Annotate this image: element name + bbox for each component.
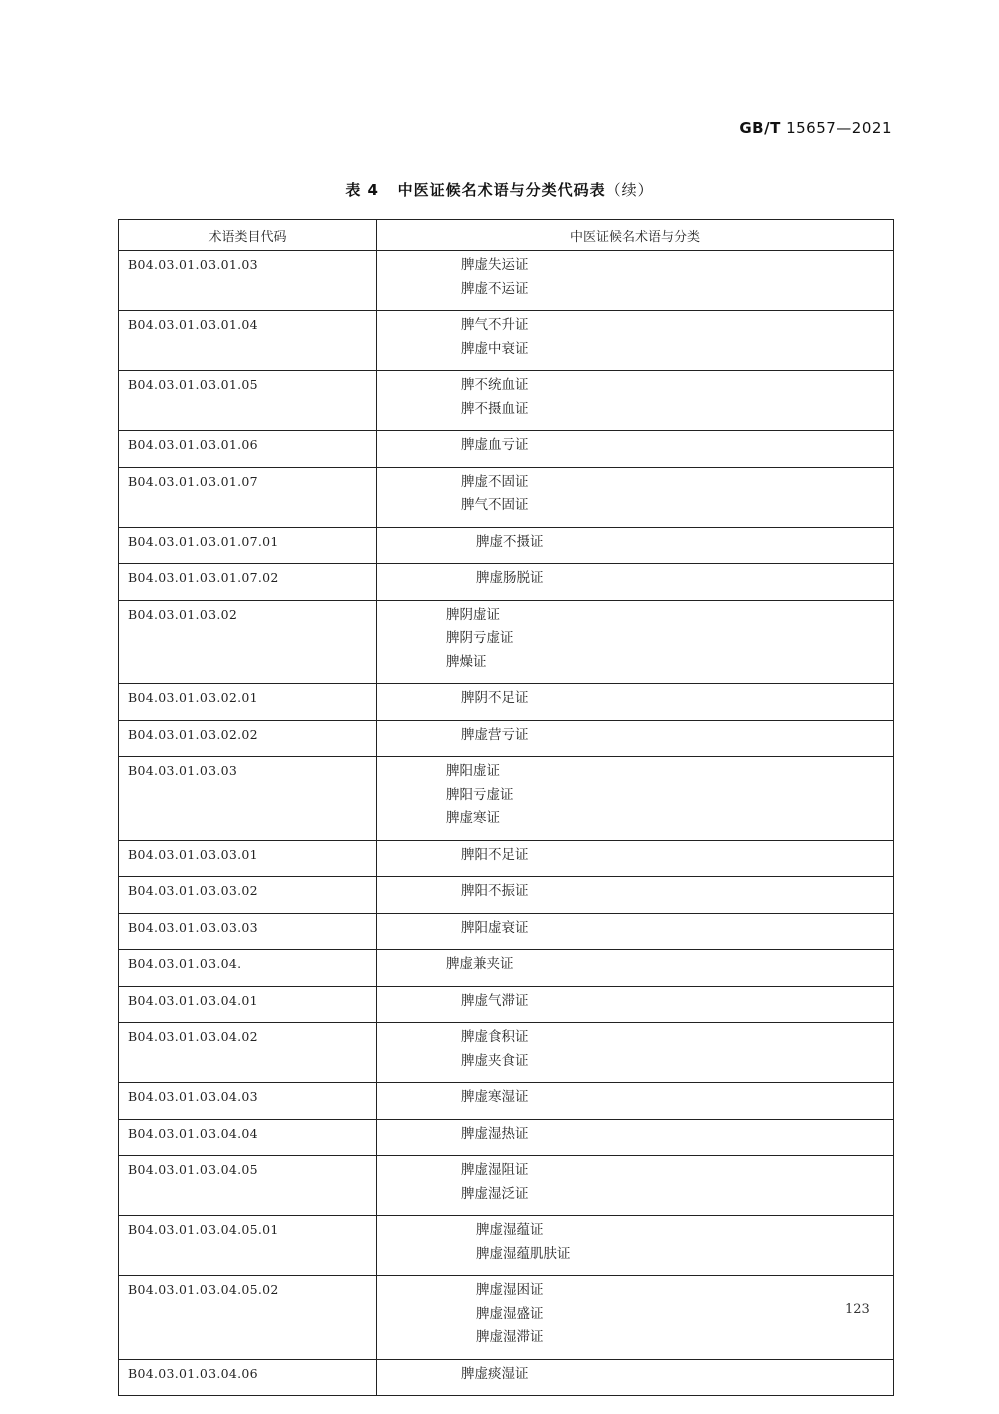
standard-code-header bbox=[739, 119, 892, 137]
table-row bbox=[119, 600, 894, 684]
syndrome-term: 脾虚寒证 bbox=[446, 810, 500, 826]
table-row bbox=[119, 877, 894, 914]
syndrome-term: 脾虚湿盛证 bbox=[476, 1305, 544, 1322]
syndrome-term: 脾虚不固证 bbox=[461, 473, 529, 490]
term-names-cell bbox=[377, 371, 894, 431]
table-row bbox=[119, 431, 894, 468]
syndrome-term: 脾阴不足证 bbox=[461, 690, 529, 706]
table-row bbox=[119, 1023, 894, 1083]
table-label: 表 4 bbox=[345, 181, 379, 199]
table-row bbox=[119, 1359, 894, 1396]
term-code: B04.03.01.03.01.06 bbox=[119, 431, 377, 468]
syndrome-term: 脾不统血证 bbox=[461, 377, 529, 393]
term-names-cell bbox=[377, 527, 894, 564]
term-names-cell bbox=[377, 1216, 894, 1276]
term-names-cell bbox=[377, 877, 894, 914]
term-names-cell bbox=[377, 1156, 894, 1216]
term-code: B04.03.01.03.04.03 bbox=[119, 1083, 377, 1120]
syndrome-term: 脾虚湿泛证 bbox=[461, 1185, 529, 1202]
term-code: B04.03.01.03.03.02 bbox=[119, 877, 377, 914]
term-names-cell bbox=[377, 757, 894, 841]
syndrome-term: 脾燥证 bbox=[446, 653, 487, 670]
term-code: B04.03.01.03.04.05.01 bbox=[119, 1216, 377, 1276]
table-row bbox=[119, 684, 894, 721]
syndrome-term: 脾气不升证 bbox=[461, 317, 529, 333]
term-names-cell bbox=[377, 431, 894, 468]
table-continued: （续） bbox=[605, 181, 654, 199]
syndrome-term: 脾气不固证 bbox=[461, 497, 529, 513]
term-code: B04.03.01.03.04.06 bbox=[119, 1359, 377, 1396]
table-row bbox=[119, 950, 894, 987]
term-code: B04.03.01.03.04. bbox=[119, 950, 377, 987]
table-row bbox=[119, 1216, 894, 1276]
term-code: B04.03.01.03.02.02 bbox=[119, 720, 377, 757]
page-number: 123 bbox=[845, 1302, 870, 1317]
term-names-cell bbox=[377, 720, 894, 757]
standard-code: GB/T bbox=[739, 119, 781, 137]
table-row bbox=[119, 1083, 894, 1120]
term-code: B04.03.01.03.03.03 bbox=[119, 913, 377, 950]
table-row bbox=[119, 311, 894, 371]
syndrome-term: 脾阳虚证 bbox=[446, 763, 500, 779]
term-code: B04.03.01.03.02 bbox=[119, 600, 377, 684]
term-names-cell bbox=[377, 840, 894, 877]
code-table bbox=[118, 219, 894, 1396]
syndrome-term: 脾虚食积证 bbox=[461, 1029, 529, 1045]
syndrome-term: 脾阴亏虚证 bbox=[446, 630, 514, 646]
table-row bbox=[119, 720, 894, 757]
term-code: B04.03.01.03.04.05 bbox=[119, 1156, 377, 1216]
table-row bbox=[119, 1156, 894, 1216]
term-code: B04.03.01.03.01.05 bbox=[119, 371, 377, 431]
column-header-code: 术语类目代码 bbox=[119, 220, 377, 251]
table-row bbox=[119, 1276, 894, 1360]
term-code: B04.03.01.03.04.02 bbox=[119, 1023, 377, 1083]
term-code: B04.03.01.03.01.07.02 bbox=[119, 564, 377, 601]
syndrome-term: 脾虚湿困证 bbox=[476, 1282, 544, 1298]
table-row bbox=[119, 986, 894, 1023]
syndrome-term: 脾虚湿蕴证 bbox=[476, 1222, 544, 1238]
term-names-cell bbox=[377, 467, 894, 527]
term-names-cell bbox=[377, 1359, 894, 1396]
syndrome-term: 脾阳不振证 bbox=[461, 883, 529, 899]
table-name: 中医证候名术语与分类代码表 bbox=[397, 181, 606, 199]
term-names-cell bbox=[377, 251, 894, 311]
term-names-cell bbox=[377, 1119, 894, 1156]
term-names-cell bbox=[377, 913, 894, 950]
table-row bbox=[119, 840, 894, 877]
term-names-cell bbox=[377, 950, 894, 987]
term-names-cell bbox=[377, 311, 894, 371]
syndrome-term: 脾虚湿滞证 bbox=[476, 1329, 544, 1345]
term-names-cell bbox=[377, 1276, 894, 1360]
syndrome-term: 脾虚痰湿证 bbox=[461, 1365, 529, 1382]
table-title bbox=[0, 179, 999, 200]
syndrome-term: 脾虚气滞证 bbox=[461, 992, 529, 1009]
term-code: B04.03.01.03.02.01 bbox=[119, 684, 377, 721]
term-names-cell bbox=[377, 1083, 894, 1120]
term-code: B04.03.01.03.03.01 bbox=[119, 840, 377, 877]
syndrome-term: 脾虚中衰证 bbox=[461, 340, 529, 357]
table-body bbox=[119, 251, 894, 1396]
term-code: B04.03.01.03.01.04 bbox=[119, 311, 377, 371]
syndrome-term: 脾虚失运证 bbox=[461, 257, 529, 273]
term-names-cell bbox=[377, 1023, 894, 1083]
term-code: B04.03.01.03.04.04 bbox=[119, 1119, 377, 1156]
table-header-row bbox=[119, 220, 894, 251]
syndrome-term: 脾虚肠脱证 bbox=[476, 570, 544, 586]
term-code: B04.03.01.03.01.07.01 bbox=[119, 527, 377, 564]
syndrome-term: 脾虚不运证 bbox=[461, 280, 529, 297]
term-code: B04.03.01.03.04.05.02 bbox=[119, 1276, 377, 1360]
syndrome-term: 脾虚湿蕴肌肤证 bbox=[476, 1245, 571, 1262]
syndrome-term: 脾阴虚证 bbox=[446, 606, 500, 623]
syndrome-term: 脾阳虚衰证 bbox=[461, 919, 529, 936]
syndrome-term: 脾虚湿阻证 bbox=[461, 1162, 529, 1178]
table-row bbox=[119, 1119, 894, 1156]
table-row bbox=[119, 913, 894, 950]
table-row bbox=[119, 251, 894, 311]
column-header-terms: 中医证候名术语与分类 bbox=[377, 220, 894, 251]
table-row bbox=[119, 371, 894, 431]
syndrome-term: 脾阳不足证 bbox=[461, 846, 529, 863]
syndrome-term: 脾虚血亏证 bbox=[461, 437, 529, 453]
syndrome-term: 脾虚夹食证 bbox=[461, 1052, 529, 1069]
table-row bbox=[119, 527, 894, 564]
syndrome-term: 脾阳亏虚证 bbox=[446, 786, 514, 803]
syndrome-term: 脾虚兼夹证 bbox=[446, 956, 514, 972]
syndrome-term: 脾虚不摄证 bbox=[476, 533, 544, 550]
term-code: B04.03.01.03.03 bbox=[119, 757, 377, 841]
syndrome-term: 脾不摄血证 bbox=[461, 400, 529, 417]
table-row bbox=[119, 757, 894, 841]
term-code: B04.03.01.03.01.03 bbox=[119, 251, 377, 311]
table-row bbox=[119, 564, 894, 601]
term-names-cell bbox=[377, 986, 894, 1023]
table-row bbox=[119, 467, 894, 527]
term-names-cell bbox=[377, 564, 894, 601]
term-names-cell bbox=[377, 684, 894, 721]
syndrome-term: 脾虚湿热证 bbox=[461, 1125, 529, 1142]
standard-number: 15657—2021 bbox=[786, 119, 892, 137]
term-code: B04.03.01.03.01.07 bbox=[119, 467, 377, 527]
term-names-cell bbox=[377, 600, 894, 684]
term-code: B04.03.01.03.04.01 bbox=[119, 986, 377, 1023]
syndrome-term: 脾虚营亏证 bbox=[461, 726, 529, 743]
syndrome-term: 脾虚寒湿证 bbox=[461, 1089, 529, 1105]
